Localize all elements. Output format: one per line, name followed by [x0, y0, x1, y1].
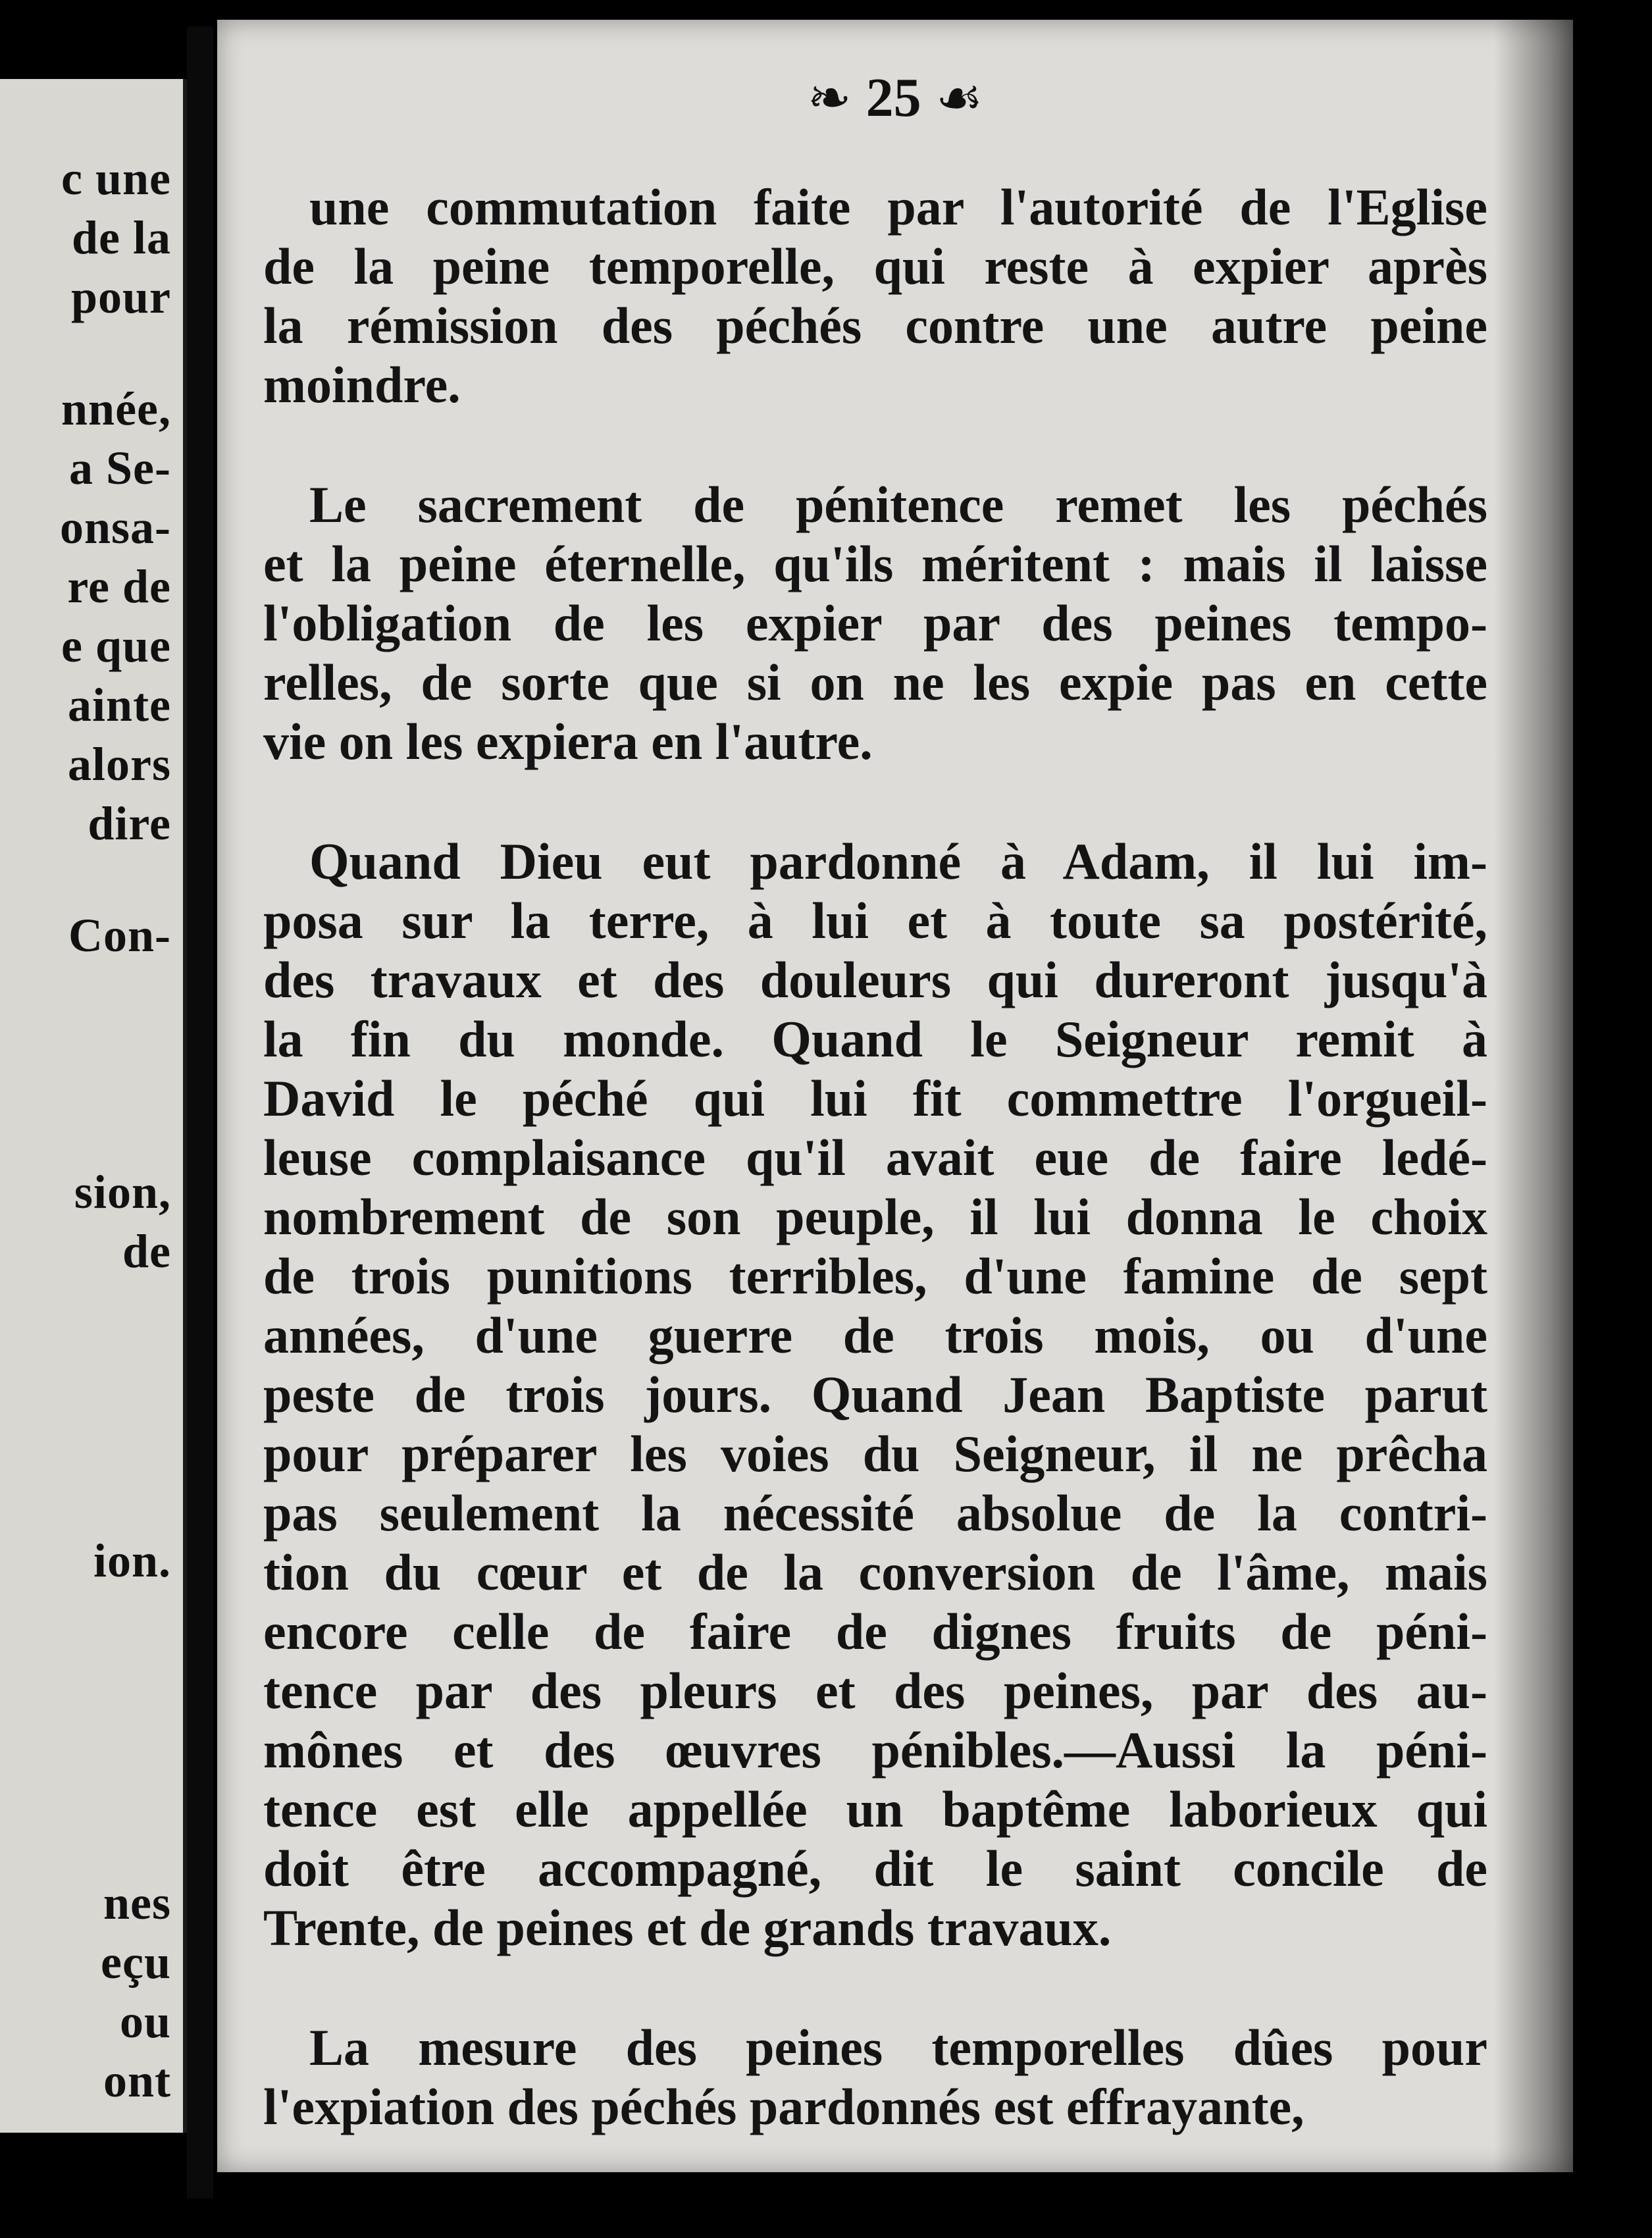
left-page-fragment: ont: [103, 2054, 171, 2107]
text-line: l'obligation de les expier par des peines tempo-: [263, 594, 1487, 652]
left-page-fragment: de: [122, 1225, 171, 1278]
text-line: encore celle de faire de dignes fruits de péni-: [263, 1603, 1487, 1660]
left-page-fragment: re de: [67, 560, 171, 613]
paragraph-gap: [263, 771, 1487, 832]
left-page-fragment: a Se-: [69, 442, 171, 494]
text-line: années, d'une guerre de trois mois, ou d'une: [263, 1307, 1487, 1364]
text-line: Le sacrement de pénitence remet les péchés: [309, 476, 1487, 533]
paragraph: [263, 178, 1487, 415]
text-line: Quand Dieu eut pardonné à Adam, il lui im-: [309, 833, 1487, 890]
paragraph-gap: [263, 1958, 1487, 2018]
text-line: de trois punitions terribles, d'une famine de sept: [263, 1247, 1487, 1305]
left-page-fragment: dire: [88, 797, 171, 850]
text-line: tion du cœur et de la conversion de l'âme, mais: [263, 1544, 1487, 1601]
book-gutter: [187, 26, 213, 2199]
text-line: moindre.: [263, 356, 461, 413]
book-page: [217, 20, 1573, 2172]
text-line: Trente, de peines et de grands travaux.: [263, 1899, 1112, 1956]
left-page-fragment: alors: [68, 738, 171, 791]
left-page-fragment: c une: [61, 152, 171, 205]
text-line: posa sur la terre, à lui et à toute sa postérité,: [263, 892, 1487, 949]
left-page-fragment: nes: [103, 1877, 171, 1929]
text-line: La mesure des peines temporelles dûes pour: [309, 2019, 1487, 2076]
paragraph: [263, 475, 1487, 771]
left-page-fragment: de la: [71, 211, 171, 264]
text-line: David le péché qui lui fit commettre l'orgueil-: [263, 1070, 1487, 1127]
text-line: peste de trois jours. Quand Jean Baptiste parut: [263, 1366, 1487, 1423]
text-line: nombrement de son peuple, il lui donna le choix: [263, 1188, 1487, 1245]
text-line: doit être accompagné, dit le saint concile de: [263, 1840, 1487, 1897]
page-number: 25: [865, 67, 921, 128]
left-page-fragment: e que: [61, 619, 171, 672]
paragraph: [263, 2018, 1487, 2137]
left-page-edge: [0, 79, 187, 2133]
paragraph: [263, 832, 1487, 1958]
text-line: et la peine éternelle, qu'ils méritent : mais il laisse: [263, 535, 1487, 592]
left-page-fragment: nnée,: [61, 382, 171, 435]
text-line: vie on les expiera en l'autre.: [263, 713, 873, 770]
text-line: la fin du monde. Quand le Seigneur remit à: [263, 1010, 1487, 1068]
text-line: tence par des pleurs et des peines, par des au-: [263, 1662, 1487, 1719]
page-header: [217, 66, 1573, 130]
text-line: l'expiation des péchés pardonnés est effrayante,: [263, 2078, 1304, 2135]
text-line: pas seulement la nécessité absolue de la contri-: [263, 1484, 1487, 1542]
text-line: pour préparer les voies du Seigneur, il ne prêcha: [263, 1425, 1487, 1482]
text-line: leuse complaisance qu'il avait eue de faire ledé-: [263, 1129, 1487, 1186]
text-line: mônes et des œuvres pénibles.—Aussi la péni-: [263, 1721, 1487, 1779]
right-fleuron-icon: ☙: [935, 69, 983, 128]
left-page-fragment: eçu: [101, 1936, 171, 1989]
text-line: des travaux et des douleurs qui dureront jusqu'à: [263, 951, 1487, 1008]
text-line: tence est elle appellée un baptême laborieux qui: [263, 1781, 1487, 1838]
left-page-fragment: ainte: [68, 679, 171, 731]
left-fleuron-icon: ❧: [807, 69, 852, 128]
text-line: la rémission des péchés contre une autre peine: [263, 297, 1487, 354]
left-page-fragment: ion.: [93, 1534, 171, 1587]
left-page-fragment: sion,: [74, 1166, 171, 1218]
left-page-fragment: pour: [70, 271, 171, 323]
text-line: une commutation faite par l'autorité de l'Eglise: [309, 178, 1487, 236]
text-line: de la peine temporelle, qui reste à expier après: [263, 238, 1487, 295]
paragraph-gap: [263, 415, 1487, 475]
left-page-fragment: onsa-: [59, 501, 171, 554]
text-line: relles, de sorte que si on ne les expie pas en cette: [263, 654, 1487, 711]
left-page-fragment: ou: [119, 1995, 171, 2048]
left-page-fragment: Con-: [68, 909, 171, 962]
body-text: [263, 178, 1487, 2137]
